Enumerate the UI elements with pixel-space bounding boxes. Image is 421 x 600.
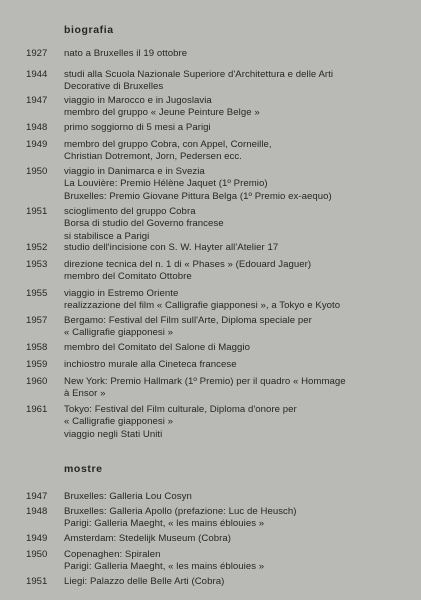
entry-text	[64, 69, 414, 94]
entry-line: viaggio in Estremo Oriente	[64, 288, 179, 299]
entry-year: 1952	[26, 242, 48, 253]
entry-line: viaggio in Danimarca e in Svezia	[64, 166, 205, 177]
entry-text	[64, 491, 414, 503]
entry-line: realizzazione del film « Calligrafie giapponesi », a Tokyo e Kyoto	[64, 300, 341, 312]
entry-line: Parigi: Galleria Maeght, « les mains éblouies »	[64, 561, 265, 573]
entry-line: si stabilisce a Parigi	[64, 230, 150, 242]
entry-text	[64, 549, 414, 574]
entry-text	[64, 288, 414, 313]
entry-year: 1927	[26, 48, 48, 59]
heading-biografia: biografia	[64, 24, 114, 36]
entry-line: viaggio in Marocco e in Jugoslavia	[64, 95, 212, 106]
entry-line: membro del Comitato del Salone di Maggio	[64, 342, 250, 353]
entry-line: Bruxelles: Premio Giovane Pittura Belga (1º Premio ex-aequo)	[64, 190, 332, 202]
entry-text	[64, 48, 414, 60]
entry-text	[64, 95, 414, 120]
entry-line: nato a Bruxelles il 19 ottobre	[64, 48, 188, 59]
entry-text	[64, 166, 414, 203]
entry-line: Liegi: Palazzo delle Belle Arti (Cobra)	[64, 576, 225, 587]
entry-line: direzione tecnica del n. 1 di « Phases » (Edouard Jaguer)	[64, 259, 312, 270]
entry-line: « Calligrafie giapponesi »	[64, 327, 174, 339]
entry-line: Bruxelles: Galleria Lou Cosyn	[64, 491, 192, 502]
entry-text	[64, 576, 414, 588]
entry-year: 1950	[26, 166, 48, 177]
entry-text	[64, 533, 414, 545]
entry-line: primo soggiorno di 5 mesi a Parigi	[64, 122, 211, 133]
entry-line: Christian Dotremont, Jorn, Pedersen ecc.	[64, 151, 242, 163]
entry-year: 1955	[26, 288, 48, 299]
entry-text	[64, 506, 414, 531]
entry-text	[64, 206, 414, 243]
entry-line: Decorative di Bruxelles	[64, 81, 164, 93]
entry-year: 1949	[26, 533, 48, 544]
entry-text	[64, 376, 414, 401]
entry-year: 1959	[26, 359, 48, 370]
entry-line: New York: Premio Hallmark (1º Premio) per il quadro « Hommage	[64, 376, 346, 387]
entry-text	[64, 139, 414, 164]
entry-line: inchiostro murale alla Cineteca francese	[64, 359, 237, 370]
entry-line: Bruxelles: Galleria Apollo (prefazione: Luc de Heusch)	[64, 506, 297, 517]
entry-line: viaggio negli Stati Uniti	[64, 428, 163, 440]
entry-line: Copenaghen: Spiralen	[64, 549, 161, 560]
entry-line: membro del gruppo « Jeune Peinture Belge »	[64, 107, 260, 119]
entry-year: 1944	[26, 69, 48, 80]
entry-line: La Louvière: Premio Hélène Jaquet (1º Premio)	[64, 178, 268, 190]
entry-text	[64, 242, 414, 254]
entry-year: 1961	[26, 404, 48, 415]
entry-line: Tokyo: Festival del Film culturale, Diploma d'onore per	[64, 404, 297, 415]
entry-line: studio dell'incisione con S. W. Hayter all'Atelier 17	[64, 242, 279, 253]
entry-year: 1949	[26, 139, 48, 150]
entry-year: 1950	[26, 549, 48, 560]
entry-text	[64, 359, 414, 371]
entry-text	[64, 259, 414, 284]
heading-mostre: mostre	[64, 463, 103, 475]
entry-line: membro del Comitato Ottobre	[64, 271, 192, 283]
entry-text	[64, 404, 414, 441]
entry-text	[64, 315, 414, 340]
entry-text	[64, 342, 414, 354]
entry-line: « Calligrafie giapponesi »	[64, 416, 174, 428]
entry-year: 1951	[26, 576, 48, 587]
entry-year: 1947	[26, 491, 48, 502]
entry-year: 1960	[26, 376, 48, 387]
entry-line: Borsa di studio del Governo francese	[64, 218, 224, 230]
entry-year: 1947	[26, 95, 48, 106]
entry-year: 1948	[26, 506, 48, 517]
entry-year: 1953	[26, 259, 48, 270]
entry-line: Bergamo: Festival del Film sull'Arte, Diploma speciale per	[64, 315, 312, 326]
entry-line: membro del gruppo Cobra, con Appel, Corneille,	[64, 139, 272, 150]
entry-line: à Ensor »	[64, 388, 106, 400]
entry-text	[64, 122, 414, 134]
entry-year: 1958	[26, 342, 48, 353]
entry-line: scioglimento del gruppo Cobra	[64, 206, 196, 217]
entry-line: Amsterdam: Stedelijk Museum (Cobra)	[64, 533, 232, 544]
entry-year: 1948	[26, 122, 48, 133]
entry-line: studi alla Scuola Nazionale Superiore d'Architettura e delle Arti	[64, 69, 334, 80]
entry-year: 1951	[26, 206, 48, 217]
entry-year: 1957	[26, 315, 48, 326]
entry-line: Parigi: Galleria Maeght, « les mains éblouies »	[64, 518, 265, 530]
